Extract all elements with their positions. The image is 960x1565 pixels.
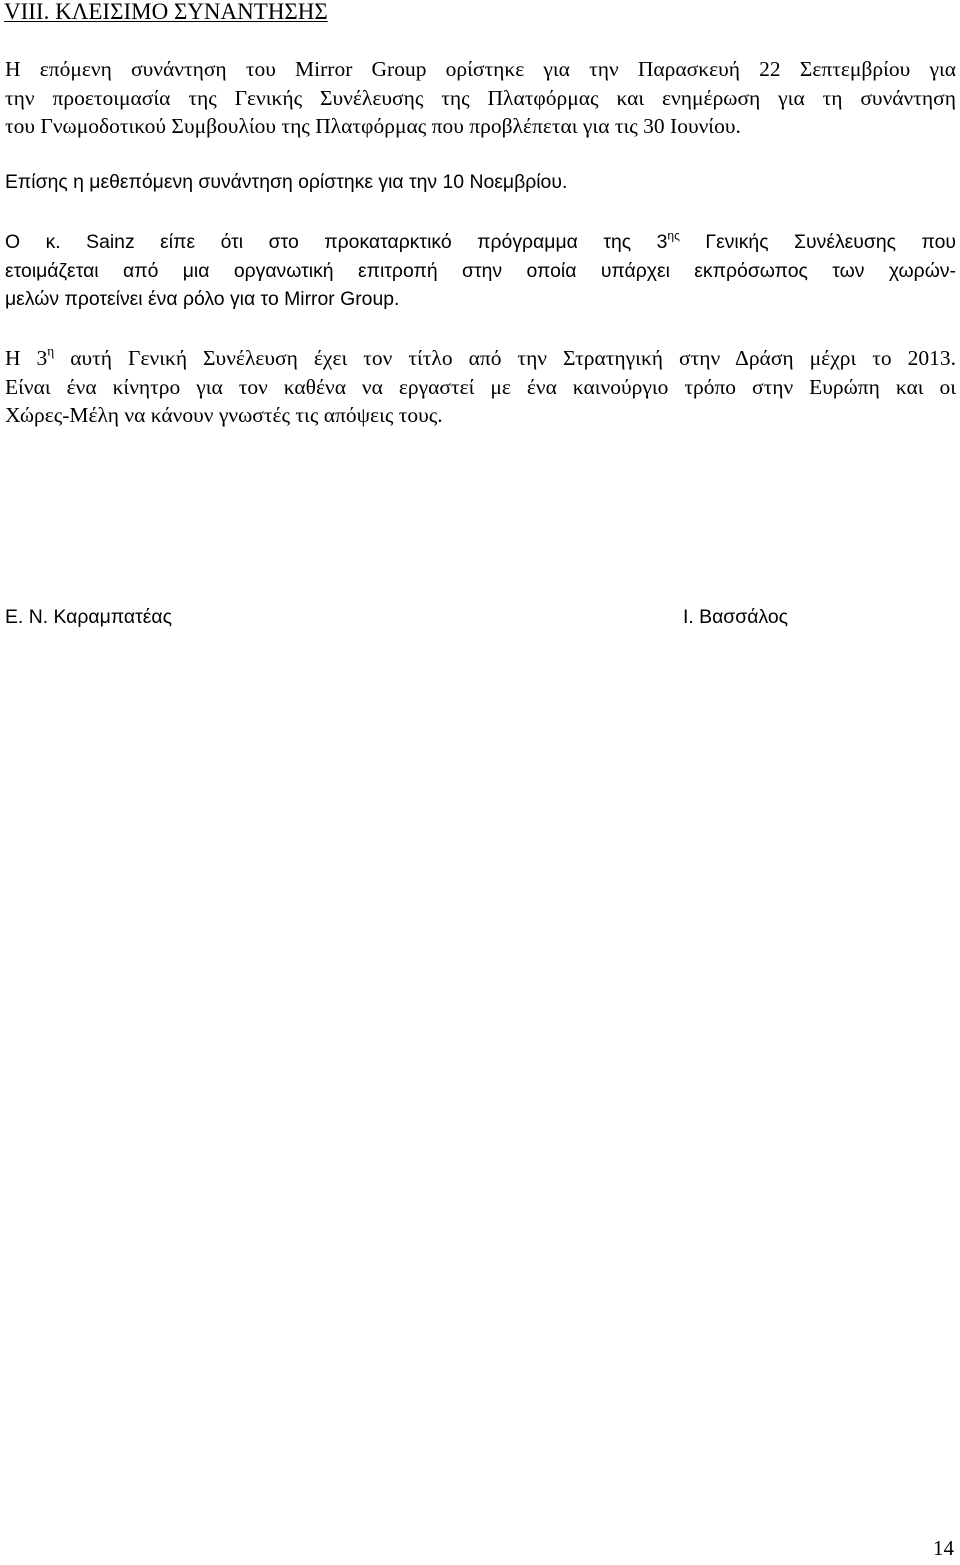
paragraph-line: Η επόμενη συνάντηση του Mirror Group ορίστηκε για την Παρασκευή 22 Σεπτεμβρίου για <box>5 57 956 81</box>
paragraph-line: Χώρες-Μέλη να κάνουν γνωστές τις απόψεις τους. <box>5 403 443 427</box>
section-heading: VIII. ΚΛΕΙΣΙΜΟ ΣΥΝΑΝΤΗΣΗΣ <box>4 0 328 24</box>
paragraph-sainz-proposal <box>5 228 956 314</box>
paragraph-line: του Γνωμοδοτικού Συμβουλίου της Πλατφόρμας που προβλέπεται για τις 30 Ιουνίου. <box>5 114 741 138</box>
paragraph-line: ετοιμάζεται από μια οργανωτική επιτροπή στην οποία υπάρχει εκπρόσωπος των χωρών- <box>5 259 956 282</box>
line-text: Η 3 <box>5 346 48 370</box>
paragraph-line: Επίσης η μεθεπόμενη συνάντηση ορίστηκε για την 10 Νοεμβρίου. <box>5 171 568 193</box>
paragraph-general-assembly <box>5 344 956 430</box>
ordinal-superscript: ης <box>667 228 680 243</box>
paragraph-line: μελών προτείνει ένα ρόλο για το Mirror Group. <box>5 288 400 310</box>
paragraph-line <box>5 344 956 373</box>
paragraph-next-meeting <box>5 55 956 141</box>
ordinal-superscript: η <box>47 343 55 359</box>
signature-right: Ι. Βασσάλος <box>683 606 788 628</box>
paragraph-line: Είναι ένα κίνητρο για τον καθένα να εργαστεί με ένα καινούργιο τρόπο στην Ευρώπη και οι <box>5 374 956 399</box>
signature-left: Ε. Ν. Καραμπατέας <box>5 606 172 628</box>
line-text: αυτή Γενική Συνέλευση έχει τον τίτλο από την Στρατηγική στην Δράση μέχρι το 2013. <box>54 346 956 370</box>
line-text: Γενικής Συνέλευσης που <box>679 231 957 253</box>
line-text: Ο κ. Sainz είπε ότι στο προκαταρκτικό πρόγραμμα της 3 <box>5 231 668 253</box>
paragraph-line: την προετοιμασία της Γενικής Συνέλευσης της Πλατφόρμας και ενημέρωση για τη συνάντηση <box>5 85 956 110</box>
paragraph-line <box>5 228 956 257</box>
page-number: 14 <box>933 1536 954 1560</box>
paragraph-following-meeting <box>5 168 956 197</box>
